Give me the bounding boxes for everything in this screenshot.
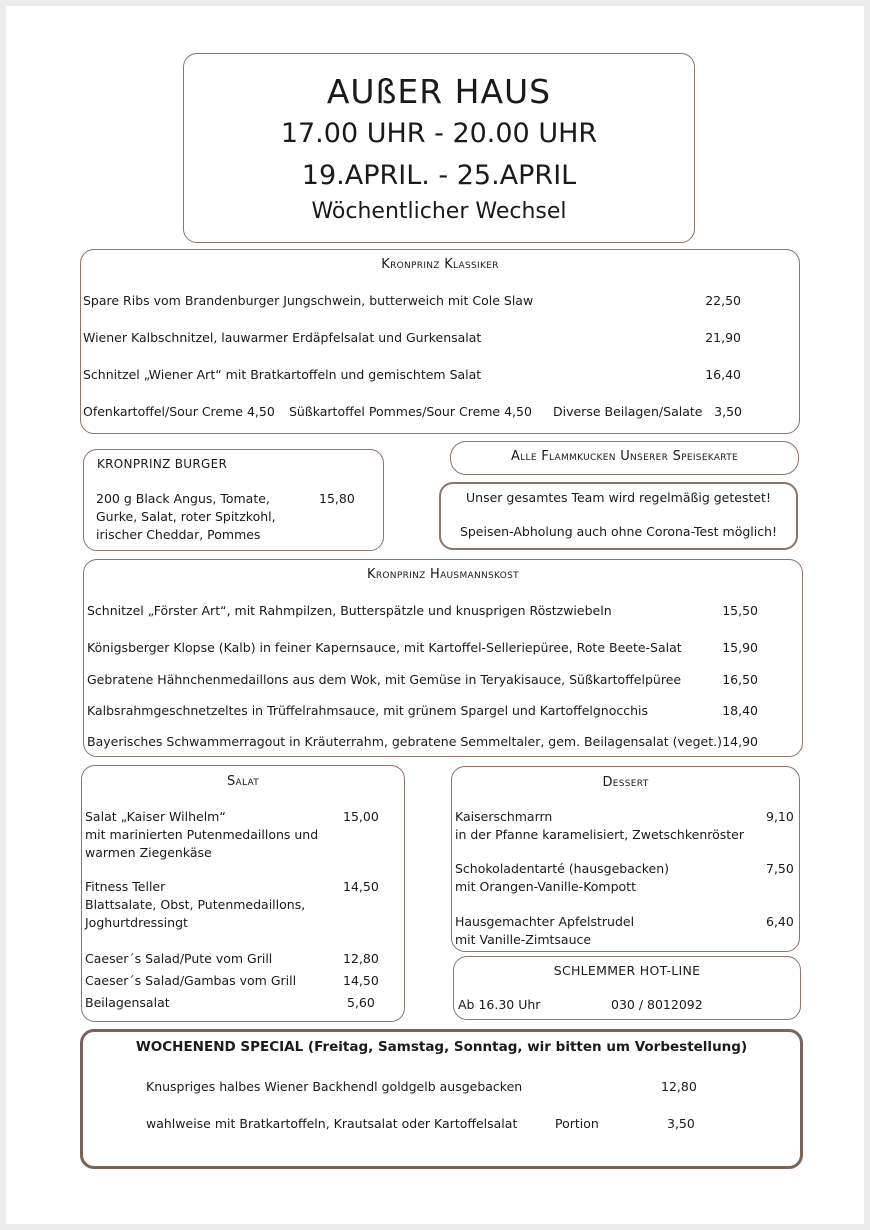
salat-caeser-gambas-price: 14,50 — [343, 973, 379, 988]
side-beilagen-price: 3,50 — [714, 404, 742, 419]
burger-line-1: 200 g Black Angus, Tomate, — [96, 491, 270, 506]
dessert-item-2-price: 7,50 — [766, 861, 794, 876]
notice-box — [439, 482, 798, 550]
salat-caeser-pute: Caeser´s Salad/Pute vom Grill — [85, 951, 273, 966]
salat-kaiser-price: 15,00 — [343, 809, 379, 824]
special-item-2: wahlweise mit Bratkartoffeln, Krautsalat oder Kartoffelsalat — [146, 1116, 518, 1131]
menu-page — [6, 6, 864, 1224]
menu-subtitle: Wöchentlicher Wechsel — [311, 199, 567, 224]
klassiker-item-2: Wiener Kalbschnitzel, lauwarmer Erdäpfelsalat und Gurkensalat — [83, 330, 482, 345]
dessert-item-1-desc: in der Pfanne karamelisiert, Zwetschkenröster — [455, 827, 745, 842]
special-item-1: Knuspriges halbes Wiener Backhendl goldgelb ausgebacken — [146, 1079, 523, 1094]
salat-section — [81, 765, 405, 1022]
klassiker-item-2-price: 21,90 — [705, 330, 741, 345]
dessert-item-3: Hausgemachter Apfelstrudel — [455, 914, 635, 929]
burger-heading: KRONPRINZ BURGER — [97, 457, 228, 471]
dessert-item-2: Schokoladentarté (hausgebacken) — [455, 861, 670, 876]
hausmannskost-item-5-price: 14,90 — [722, 734, 758, 749]
klassiker-item-3: Schnitzel „Wiener Art“ mit Bratkartoffeln und gemischtem Salat — [83, 367, 482, 382]
klassiker-item-1: Spare Ribs vom Brandenburger Jungschwein, butterweich mit Cole Slaw — [83, 293, 534, 308]
hausmannskost-item-2: Königsberger Klopse (Kalb) in feiner Kapernsauce, mit Kartoffel-Selleriepüree, Rote Beete-Salat — [87, 640, 682, 655]
hausmannskost-section — [83, 559, 803, 757]
flammkuchen-heading: Alle Flammkucken Unserer Speisekarte — [511, 449, 738, 464]
hotline-heading: SCHLEMMER HOT-LINE — [553, 963, 701, 978]
service-hours: 17.00 UHR - 20.00 UHR — [280, 118, 598, 149]
flammkuchen-box — [450, 441, 799, 475]
weekend-special-heading: WOCHENEND SPECIAL (Freitag, Samstag, Sonntag, wir bitten um Vorbestellung) — [135, 1039, 748, 1055]
hausmannskost-item-1-price: 15,50 — [722, 603, 758, 618]
burger-section — [83, 449, 384, 551]
salat-fitness-price: 14,50 — [343, 879, 379, 894]
side-beilagen: Diverse Beilagen/Salate — [553, 404, 703, 419]
hausmannskost-item-2-price: 15,90 — [722, 640, 758, 655]
dessert-section — [451, 766, 800, 952]
hotline-hours: Ab 16.30 Uhr — [458, 997, 541, 1012]
special-item-2-price: 3,50 — [667, 1116, 695, 1131]
hausmannskost-item-4-price: 18,40 — [722, 703, 758, 718]
dessert-item-2-desc: mit Orangen-Vanille-Kompott — [455, 879, 636, 894]
header-box — [183, 53, 695, 243]
salat-kaiser-line-3: warmen Ziegenkäse — [85, 845, 212, 860]
special-item-1-price: 12,80 — [661, 1079, 697, 1094]
dessert-item-3-desc: mit Vanille-Zimtsauce — [455, 932, 592, 947]
dessert-item-1-price: 9,10 — [766, 809, 794, 824]
side-suesskartoffel: Süßkartoffel Pommes/Sour Creme 4,50 — [289, 404, 532, 419]
special-item-2-unit: Portion — [555, 1116, 599, 1131]
hotline-phone: 030 / 8012092 — [611, 997, 703, 1012]
salat-fitness-line-1: Fitness Teller — [85, 879, 166, 894]
dessert-item-3-price: 6,40 — [766, 914, 794, 929]
klassiker-item-3-price: 16,40 — [705, 367, 741, 382]
salat-kaiser-line-1: Salat „Kaiser Wilhelm“ — [85, 809, 226, 824]
hausmannskost-item-3-price: 16,50 — [722, 672, 758, 687]
burger-line-2: Gurke, Salat, roter Spitzkohl, — [96, 509, 276, 524]
klassiker-heading: Kronprinz Klassiker — [381, 257, 499, 272]
burger-line-3: irischer Cheddar, Pommes — [96, 527, 261, 542]
salat-fitness-line-2: Blattsalate, Obst, Putenmedaillons, — [85, 897, 306, 912]
salat-caeser-gambas: Caeser´s Salad/Gambas vom Grill — [85, 973, 297, 988]
side-ofenkartoffel: Ofenkartoffel/Sour Creme 4,50 — [83, 404, 275, 419]
hausmannskost-item-5: Bayerisches Schwammerragout in Kräuterrahm, gebratene Semmeltaler, gem. Beilagensalat (veget.) — [87, 734, 722, 749]
hausmannskost-item-1: Schnitzel „Förster Art“, mit Rahmpilzen, Butterspätzle und knusprigen Röstzwiebeln — [87, 603, 612, 618]
salat-heading: Salat — [226, 774, 260, 789]
hausmannskost-item-4: Kalbsrahmgeschnetzeltes in Trüffelrahmsauce, mit grünem Spargel und Kartoffelgnocchis — [87, 703, 649, 718]
hausmannskost-heading: Kronprinz Hausmannskost — [367, 567, 519, 582]
salat-beilagensalat: Beilagensalat — [85, 995, 170, 1010]
salat-kaiser-line-2: mit marinierten Putenmedaillons und — [85, 827, 319, 842]
klassiker-item-1-price: 22,50 — [705, 293, 741, 308]
hausmannskost-item-3: Gebratene Hähnchenmedaillons aus dem Wok, mit Gemüse in Teryakisauce, Süßkartoffelpüree — [87, 672, 682, 687]
notice-line-1: Unser gesamtes Team wird regelmäßig getestet! — [466, 490, 771, 505]
dessert-item-1: Kaiserschmarrn — [455, 809, 553, 824]
notice-line-2: Speisen-Abholung auch ohne Corona-Test möglich! — [459, 524, 778, 539]
hotline-box — [453, 956, 801, 1020]
salat-beilagensalat-price: 5,60 — [347, 995, 375, 1010]
salat-fitness-line-3: Joghurtdressingt — [85, 915, 188, 930]
menu-title: AUßER HAUS — [326, 72, 552, 111]
klassiker-section — [80, 249, 800, 434]
dessert-heading: Dessert — [602, 775, 649, 790]
salat-caeser-pute-price: 12,80 — [343, 951, 379, 966]
burger-price: 15,80 — [319, 491, 355, 506]
date-range: 19.APRIL. - 25.APRIL — [301, 160, 577, 191]
weekend-special-section — [80, 1029, 803, 1169]
